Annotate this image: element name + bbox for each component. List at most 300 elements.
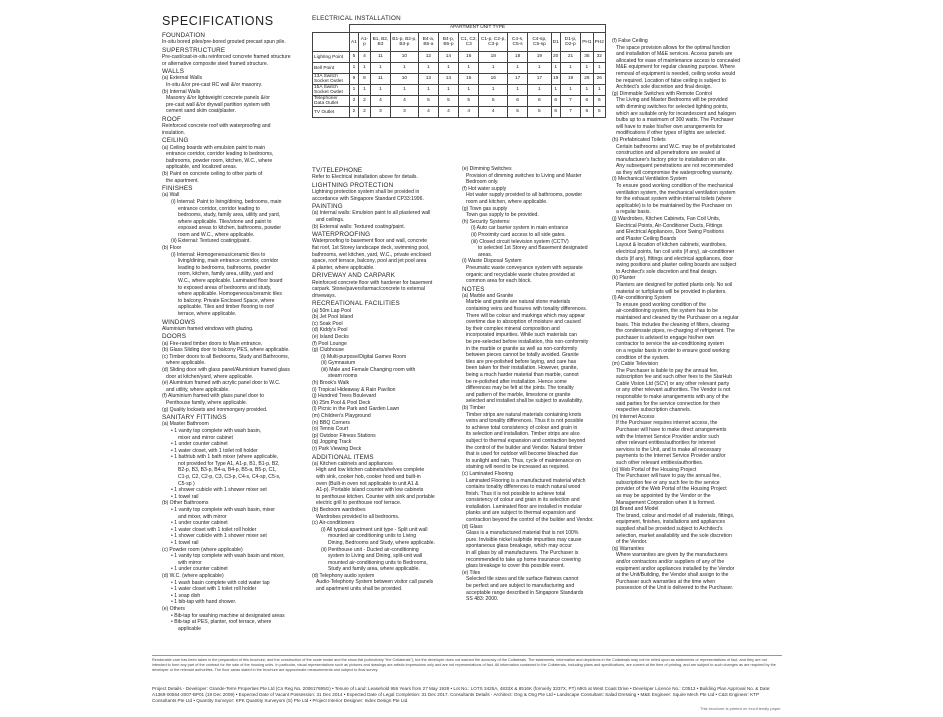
table-cell: 14: [438, 52, 458, 63]
spec-line: (ii) Gymnasium: [321, 360, 356, 367]
table-cell: 4: [390, 96, 418, 107]
specs-column-1: [162, 14, 305, 632]
spec-line: (k) Planter: [612, 275, 636, 282]
row-label: Lighting Point: [313, 52, 350, 63]
table-cell: 15: [458, 74, 479, 85]
spec-line: accordance with Singapore Standard CP33:1996.: [312, 195, 424, 202]
table-cell: 1: [528, 63, 551, 74]
unit-type-column-header: B1, B2, B3: [370, 33, 390, 52]
spec-line: The Purchaser is liable to pay the annual fee,: [616, 367, 719, 374]
spec-line: oven (Built-in oven not applicable to unit A1 &: [316, 480, 419, 487]
spec-line: (a) Wall: [162, 192, 180, 199]
table-cell: 17: [528, 74, 551, 85]
spec-line: to exposed areas of bedrooms and study,: [178, 284, 272, 291]
table-cell: 1: [508, 63, 528, 74]
specs-column-3: [612, 38, 782, 592]
spec-line: which are suitable only for incandescent and halogen: [616, 110, 736, 117]
spec-line: Audio-Telephony System between visitor call panels: [316, 579, 434, 586]
spec-line: (ii) Penthouse unit - Ducted air-conditioning: [321, 546, 419, 553]
spec-line: (g) Town gas supply: [462, 205, 508, 212]
spec-line: (d) Sliding door with glass panel/Aluminium framed glass: [162, 366, 290, 373]
spec-line: be required. Location of false ceiling is subject to: [616, 77, 726, 84]
spec-line: Reinforced concrete floor with hardener for basement: [312, 279, 433, 286]
unit-type-column-header: C1, C2, C3: [458, 33, 479, 52]
table-cell: 1: [593, 85, 605, 96]
col2a-body: [312, 167, 455, 593]
spec-line: and mixer, with mirror: [178, 513, 227, 520]
table-cell: 4: [458, 107, 479, 118]
spec-line: To ensure good working condition of the mechanical: [616, 183, 734, 190]
table-cell: 1: [479, 63, 508, 74]
spec-line: (i) Internal: Paint to living/dining, bedrooms, main: [171, 198, 282, 205]
unit-type-column-header: PH1: [581, 33, 593, 52]
spec-line: living/dining, main entrance corridor, corridor: [178, 258, 279, 265]
table-cell: 3: [390, 107, 418, 118]
spec-line: be re-polished after installation. Hence some: [466, 378, 567, 385]
unit-type-column-header: D1-p, D2-p: [560, 33, 580, 52]
spec-line: being a much harder material than marble, cannot: [466, 372, 579, 379]
spec-line: • 1 under counter cabinet: [171, 566, 228, 573]
spec-line: cement sand skim coat/plaster.: [166, 108, 236, 115]
spec-line: Marble and granite are natural stone materials: [466, 299, 571, 306]
disclaimer-footnote: Renderable care has been taken in the preparation of this brochure, and the construction of the scale model and the show-flat (collectively "the Collaterals"), but the developer does not warrant the accuracy of the Collaterals. The statements, information and depictions in the Collaterals may not be relied upon as statements or representations of fact, and they are not intended to form any part of the contract for the sale of the housing units. In particular, visual representations such as pictures and drawings are artistic impressions only and are not representations of fact. All information contained in the Collaterals, including plans and specifications, are current at the time of printing, and are subject to such changes as are required by the developer or the relevant authorities. The floor areas stated in the brochure are approximate measurements and subject to final survey.: [152, 658, 776, 672]
spec-line: (b) Glass Sliding door to balcony PES, where applicable.: [162, 347, 290, 354]
spec-line: • 1 water closet, with 1 toilet roll holder: [171, 447, 258, 454]
spec-line: applicable: [178, 625, 201, 632]
table-cell: 4: [370, 96, 390, 107]
row-label: Bell Point: [313, 63, 350, 74]
table-cell: 17: [508, 74, 528, 85]
spec-line: the apartment.: [166, 177, 199, 184]
spec-line: (b) Bedroom wardrobes: [312, 506, 366, 513]
unit-type-column-header: B4-p, B5-p: [438, 33, 458, 52]
spec-line: (h) Security Systems:: [462, 218, 511, 225]
spec-line: other relevant entities/authorities for internet: [616, 440, 716, 447]
spec-line: (g) Quality locksets and ironmongery provided.: [162, 406, 268, 413]
spec-line: Lightning protection system shall be provided in: [312, 189, 420, 195]
table-cell: 1: [560, 85, 580, 96]
electrical-table-body: [313, 52, 606, 118]
spec-line: Masonry &/or lightweight concrete panels &/or: [166, 95, 270, 102]
table-cell: 1: [581, 63, 593, 74]
spec-line: to balcony. Private Enclosed Space, where: [178, 297, 275, 304]
spec-line: allocated for ease of maintenance access to concealed: [616, 57, 741, 64]
electrical-table: [312, 24, 606, 118]
spec-line: (r) Park Viewing Deck: [312, 446, 362, 452]
spec-line: be perfect and are subject to manufacturing and: [466, 583, 575, 590]
table-cell: 1: [418, 63, 438, 74]
spec-line: (b) Internal Walls: [162, 88, 201, 95]
spec-line: (h) Prefabricated Toilets: [612, 136, 666, 143]
spec-line: manufacturer's factory prior to installation on site.: [616, 156, 727, 163]
spec-line: the control of the builder and Vendor. Natural timber: [466, 444, 583, 451]
spec-line: be pre-selected before installation, this non-conformity: [466, 339, 589, 346]
row-label: TV Outlet: [313, 107, 350, 118]
table-cell: 1: [358, 63, 370, 74]
spec-line: • 1 under counter cabinet: [171, 441, 228, 448]
table-cell: 18: [508, 52, 528, 63]
spec-line: possession of the Unit is delivered to the Purchaser.: [616, 585, 734, 592]
spec-line: (c) Powder room (where applicable): [162, 546, 243, 553]
spec-line: • 1 water closet with 1 toilet roll holder: [171, 586, 257, 593]
unit-type-column-header: A1-p: [358, 33, 370, 52]
spec-line: installation. Laminated floor are installed in modular: [466, 503, 583, 510]
table-cell: 6: [551, 96, 560, 107]
spec-line: Management Corporation when it is formed.: [616, 499, 716, 506]
spec-line: construction and all penetrations are sealed at: [616, 150, 721, 157]
spec-line: mounted air-conditioning units to Bedrooms,: [328, 559, 428, 566]
table-cell: 19: [551, 74, 560, 85]
spec-line: (e) Tiles: [462, 569, 481, 576]
spec-line: overtime due to absorption of moisture and caused: [466, 319, 581, 326]
spec-line: (a) Ceiling boards with emulsion paint to main: [162, 144, 266, 151]
spec-line: (f) False Ceiling: [612, 38, 648, 44]
table-cell: 18: [479, 52, 508, 63]
spec-line: • 1 vanity top complete with wash basin, mixer: [171, 507, 275, 514]
section-heading: PAINTING: [312, 203, 343, 211]
spec-line: • Bib-tap for washing machine at designated areas: [171, 612, 285, 619]
spec-line: • 1 vanity top complete with wash basin,: [171, 427, 262, 434]
table-cell: 11: [370, 52, 390, 63]
spec-line: applicable) is to be maintained by the Purchaser on: [616, 202, 732, 209]
spec-line: (q) Warranties: [612, 545, 645, 552]
spec-line: terrace, where applicable.: [178, 311, 237, 317]
spec-line: (b) Timber: [462, 404, 486, 411]
spec-line: where applicable.: [166, 360, 206, 367]
spec-line: (p) Outdoor Fitness Stations: [312, 432, 376, 439]
spec-line: • 1 vanity top complete with wash basin and mixer,: [171, 553, 285, 560]
spec-line: There will be colour and markings which may appear: [466, 312, 585, 319]
section-heading: ADDITIONAL ITEMS: [312, 453, 374, 461]
table-cell: 1: [350, 63, 359, 74]
spec-line: for the exhaust system within internal toilets (where: [616, 196, 732, 203]
table-cell: 26: [593, 74, 605, 85]
spec-line: (g) Clubhouse: [312, 347, 344, 354]
spec-line: ventilation system, the mechanical ventilation system: [616, 189, 736, 196]
spec-line: said parties for the service connection for their: [616, 400, 721, 407]
spec-line: bedrooms, study, family area, utility and yard,: [178, 212, 281, 219]
spec-line: door at kitchen/yard, where applicable.: [166, 373, 254, 380]
table-cell: 2: [358, 96, 370, 107]
spec-line: (iii) Male and Female Changing room with: [321, 366, 416, 373]
spec-line: (ii) Proximity card access to all side gates.: [471, 231, 566, 238]
table-cell: 1: [551, 63, 560, 74]
spec-line: M&E equipment for regular cleaning purpose. Where: [616, 64, 735, 71]
unit-type-group-header: APARTMENT UNIT TYPE: [350, 25, 606, 33]
col2b-body: [462, 166, 605, 603]
table-cell: 6: [593, 96, 605, 107]
spec-line: bulbs up to a maximum of 300 watts. The Purchaser: [616, 117, 734, 124]
table-row: [313, 74, 606, 85]
electrical-heading: ELECTRICAL INSTALLATION: [312, 15, 401, 22]
section-heading: FINISHES: [162, 185, 193, 193]
spec-line: (d) Kiddy's Pool: [312, 327, 348, 334]
spec-line: organic and recyclable waste chutes provided at: [466, 271, 575, 278]
spec-line: (j) Hundred Trees Boulevard: [312, 393, 376, 400]
spec-line: staining will need to be increased as required.: [466, 464, 570, 471]
spec-line: Purchaser will have to make direct arrangements: [616, 427, 727, 434]
specs-column-2b: [462, 166, 605, 603]
spec-line: (c) Soak Pool: [312, 320, 343, 327]
spec-line: with mirror: [178, 559, 202, 566]
spec-line: driveways.: [312, 292, 337, 299]
table-cell: 9: [350, 74, 359, 85]
spec-line: Laminated Flooring is a manufactured material which: [466, 477, 586, 484]
table-cell: 1: [551, 85, 560, 96]
spec-line: swing positions and plaster ceiling boards are subject: [616, 262, 737, 269]
table-cell: 11: [370, 74, 390, 85]
spec-line: (p) Brand and Model: [612, 506, 659, 513]
spec-line: to penthouse kitchen. Counter with sink and portable: [316, 493, 435, 500]
table-cell: 5: [350, 52, 359, 63]
unit-type-column-header: D1: [551, 33, 560, 52]
spec-line: mixer and mirror cabinet: [178, 434, 233, 441]
spec-line: Cable Vision Ltd (SCV) or any other relevant party: [616, 380, 730, 387]
spec-line: to sunlight and rain. Thus, cycle of maintenance on: [466, 457, 581, 464]
spec-line: (a) Marble and Granite: [462, 292, 514, 299]
spec-line: (i) Waste Disposal System: [462, 258, 522, 265]
table-cell: 26: [581, 74, 593, 85]
spec-line: (b) External walls: Textured coating/paint.: [312, 223, 406, 230]
spec-line: applicable. Tiles and timber flooring to roof: [178, 304, 274, 311]
spec-line: Planters are designed for potted plants only. No soil: [616, 281, 733, 288]
spec-line: (d) W.C. (where applicable): [162, 572, 224, 579]
spec-line: acceptable range described in Singapore Standards: [466, 589, 584, 596]
spec-line: electric grill to penthouse roof terrace.: [316, 500, 402, 507]
spec-line: electrical points, fan coil units (if any), air-conditioner: [616, 249, 735, 255]
section-heading: CEILING: [162, 137, 189, 145]
spec-line: (ii) External: Textured coating/paint.: [171, 238, 251, 245]
spec-line: a regular basis.: [616, 209, 651, 216]
spec-line: equipment, finishes, installations and appliances: [616, 519, 726, 526]
spec-line: & planter, where applicable.: [312, 264, 375, 271]
table-cell: 6: [581, 96, 593, 107]
unit-type-column-header: C4-sp, C5-sp: [528, 33, 551, 52]
spec-line: (f) Pool Lounge: [312, 340, 347, 347]
spec-line: In-situ bored piles/pre-bored grouted precast spun pile.: [162, 39, 286, 46]
table-cell: 1: [560, 63, 580, 74]
table-cell: 5: [438, 96, 458, 107]
spec-line: (a) Kitchen cabinets and appliances: [312, 460, 393, 467]
spec-line: (c) Timber doors to all Bedrooms, Study and Bathrooms,: [162, 353, 290, 360]
spec-line: (a) External Walls: [162, 75, 203, 82]
spec-line: provider of the Web Portal of the Housing Project: [616, 486, 727, 493]
spec-line: Study and family area, where applicable.: [328, 566, 420, 573]
spec-line: selected and installed shall be subject to availability.: [466, 398, 584, 405]
table-cell: 4: [438, 107, 458, 118]
row-label: 15A Switch Socket Outlet: [313, 85, 350, 96]
spec-line: of the Vendor.: [616, 539, 648, 546]
spec-line: or alternative composite steel framed structure.: [162, 60, 269, 67]
spec-line: veins and tonality differences. Thus it is not possible: [466, 418, 584, 425]
table-cell: 1: [458, 85, 479, 96]
table-cell: 16: [458, 52, 479, 63]
spec-line: (m) Children's Playground: [312, 413, 371, 420]
spec-line: and apartment units shall be provided.: [316, 586, 403, 593]
table-cell: 1: [390, 63, 418, 74]
spec-line: Penthouse family, where applicable.: [166, 399, 248, 406]
spec-line: Aluminium framed windows with glazing.: [162, 325, 254, 332]
spec-line: exposed areas to kitchen, bathrooms, powder: [178, 225, 282, 232]
spec-line: bathrooms, powder room, kitchen, W.C., where: [166, 157, 273, 164]
spec-line: (iii) Closed circuit television system (CCTV): [471, 238, 569, 245]
spec-line: payments to the Internet Service Provider and/or: [616, 453, 726, 460]
section-heading: SUPERSTRUCTURE: [162, 46, 226, 54]
spec-line: (i) Tropical Hideaway & Rain Pavilion: [312, 386, 396, 393]
spec-line: Architect's sole discretion and final design.: [616, 84, 712, 91]
spec-line: applicable, and localized areas.: [166, 164, 238, 171]
spec-line: C1-p, C2, C2-p, C3, C3-p, C4-s, C4-sp, C5-s,: [178, 474, 281, 481]
spec-line: Pneumatic waste conveyance system with separate: [466, 264, 583, 271]
spec-line: or any other relevant authorities. The Vendor is not: [616, 387, 731, 394]
section-heading: DRIVEWAY AND CARPARK: [312, 272, 396, 280]
spec-line: (b) Paint on concrete ceiling to other parts of: [162, 170, 263, 177]
spec-line: (a) Fire-rated timber doors to Main entrance.: [162, 340, 263, 347]
spec-line: (e) Dimming Switches: [462, 166, 512, 172]
spec-line: (l) Picnic in the Park and Garden Lawn: [312, 406, 400, 413]
spec-line: (c) Air-conditioners: [312, 520, 355, 527]
table-cell: 6: [581, 107, 593, 118]
spec-line: space, roof terrace, balcony, pool and jet pool area: [312, 258, 427, 265]
spec-line: • 1 towel rail: [171, 493, 199, 500]
spec-line: To ensure good working condition of the: [616, 301, 707, 308]
spec-line: (g) Dimmable Switches with Remote Control: [612, 90, 712, 97]
spec-line: air-conditioning system, the system has to be: [616, 308, 718, 315]
table-cell: 2: [358, 107, 370, 118]
spec-line: and installation of M&E services. Access panels are: [616, 51, 733, 58]
spec-line: steam rooms: [328, 373, 358, 380]
spec-line: (d) Glass: [462, 523, 483, 530]
section-heading: WATERPROOFING: [312, 231, 371, 239]
spec-line: (i) Internal: Homogeneous/ceramic tiles to: [171, 251, 266, 258]
spec-line: material or turf/plants will be provided in planters.: [616, 288, 727, 295]
table-cell: 4: [479, 107, 508, 118]
table-cell: 4: [358, 52, 370, 63]
spec-line: recommended to take up home insurance covering: [466, 556, 581, 563]
spec-line: Any subsequent penetrations are not recommended: [616, 163, 734, 170]
spec-line: purchaser is advised to engage his/her own: [616, 334, 715, 341]
spec-line: contraction beyond the control of the builder and Vendor.: [466, 517, 594, 524]
table-cell: 13: [418, 74, 438, 85]
table-cell: 1: [528, 85, 551, 96]
spec-line: Selected tile sizes and tile surface flatness cannot: [466, 576, 579, 583]
spec-line: The Living and Master Bedrooms will be provided: [616, 97, 728, 104]
spec-line: (o) Tennis Court: [312, 426, 349, 433]
table-cell: 1: [508, 85, 528, 96]
spec-line: Refer to Electrical installation above for details.: [312, 174, 418, 181]
spec-line: SS 483: 2000.: [466, 596, 499, 603]
spec-line: ducts (if any), fittings and electrical appliances, door: [616, 255, 733, 262]
spec-line: glass breakage to cover this possible event.: [466, 563, 565, 570]
spec-line: B2-p, B3, B3-p, B4-a, B4-p, B5-a, B5-p, C1,: [178, 467, 277, 474]
table-cell: 1: [438, 85, 458, 96]
table-cell: 16: [479, 74, 508, 85]
spec-line: at the Unit/Building, the Vendor shall assign to the: [616, 572, 729, 579]
spec-line: and Electrical Appliances, Door Swing Positions: [616, 229, 724, 236]
spec-line: pure. Invisible nickel sulphide impurities may cause: [466, 536, 582, 543]
spec-line: mounted air conditioning units to Living: [328, 533, 417, 540]
table-cell: 1: [358, 85, 370, 96]
table-cell: 1: [593, 63, 605, 74]
spec-line: entrance corridor, corridor leading to: [178, 205, 260, 212]
unit-type-column-header: C1-p, C2-p, C3-p: [479, 33, 508, 52]
spec-line: been taken for their installation. However, granite,: [466, 365, 578, 372]
table-cell: 3: [370, 107, 390, 118]
spec-line: Town gas supply to be provided.: [466, 212, 539, 219]
spec-line: where applicable. Homogeneous/ceramic tiles: [178, 291, 282, 298]
table-cell: 14: [438, 74, 458, 85]
col1-body: [162, 32, 305, 632]
spec-line: A1-p). Portable island counter with low cabinets: [316, 487, 424, 494]
table-cell: 6: [528, 96, 551, 107]
spec-line: and pattern of the marble, limestone or granite: [466, 391, 571, 398]
spec-line: • 1 wash basin complete with cold water tap: [171, 579, 270, 586]
spec-line: maintained and cleaned by the Purchaser on a regular: [616, 314, 739, 321]
spec-line: in the marble or granite as well as non-conformity: [466, 345, 578, 352]
spec-line: • 1 bathtub with 1 bath mixer (where applicable,: [171, 454, 279, 461]
spec-line: on a regular basis in order to ensure good working: [616, 347, 730, 354]
unit-type-column-header: A1: [350, 33, 359, 52]
table-cell: 5: [508, 107, 528, 118]
unit-type-column-header: PH2: [593, 33, 605, 52]
table-cell: 1: [390, 85, 418, 96]
spec-line: The Purchaser will have to pay the annual fee,: [616, 473, 721, 480]
spec-line: contains tonality differences to match natural wood: [466, 484, 581, 491]
spec-line: room, kitchen, family area, utility, yard and: [178, 271, 274, 278]
spec-line: the condensate pipes, re-charging of refrigerant. The: [616, 328, 735, 335]
section-heading: WALLS: [162, 68, 185, 76]
spec-line: differences may be felt at the joints. The tonality: [466, 385, 574, 392]
spec-line: (d) Telephony audio system: [312, 572, 375, 579]
spec-line: (i) Auto car barrier system in main entrance: [471, 225, 569, 232]
table-cell: 7: [560, 107, 580, 118]
table-cell: 1: [418, 85, 438, 96]
footer-divider: [152, 655, 782, 656]
spec-line: basis. This includes the cleaning of filters, clearing: [616, 321, 730, 328]
table-cell: 1: [581, 85, 593, 96]
table-corner: [313, 25, 350, 33]
spec-line: services to the Unit, and to make all necessary: [616, 446, 722, 453]
table-row: [313, 107, 606, 118]
spec-line: (j) Wardrobes, Kitchen Cabinets, Fan Coil Units,: [612, 216, 721, 223]
table-cell: 1: [350, 85, 359, 96]
spec-line: and Plaster Ceiling Boards: [616, 235, 677, 242]
table-cell: 2: [350, 107, 359, 118]
section-heading: DOORS: [162, 333, 187, 341]
spec-line: (l) Air-conditioning System: [612, 295, 672, 302]
table-row: [313, 52, 606, 63]
spec-line: Layout & location of kitchen cabinets, wardrobes,: [616, 242, 727, 249]
spec-line: by their complex mineral composition and: [466, 325, 560, 332]
spec-line: In-situ &/or pre-cast RC wall &/or masonry.: [166, 81, 263, 88]
spec-line: such other relevant entities/authorities.: [616, 460, 704, 466]
spec-line: (e) Others: [162, 605, 185, 612]
spec-line: contractor to service the air-conditioning system: [616, 341, 724, 348]
unit-type-header-row: [313, 33, 606, 52]
table-cell: 20: [551, 52, 560, 63]
spec-line: If the Purchaser requires internet access, the: [616, 420, 718, 427]
spec-line: and/or contractors and/or suppliers of any of the: [616, 558, 725, 565]
spec-line: (f) Hot water supply: [462, 185, 507, 192]
section-heading: ROOF: [162, 115, 181, 123]
spec-line: responsible to make arrangements with any of the: [616, 394, 729, 401]
spec-line: tiles are pre-polished before laying, and care has: [466, 358, 577, 365]
spec-line: common area for each block.: [466, 278, 532, 285]
row-label: Telephone/ Data Outlet: [313, 96, 350, 107]
spec-line: (i) All typical apartment unit type - Split unit wall: [321, 526, 428, 533]
spec-line: Wardrobes provided to all bedrooms.: [316, 513, 400, 520]
spec-line: (c) Laminated Flooring: [462, 470, 513, 477]
